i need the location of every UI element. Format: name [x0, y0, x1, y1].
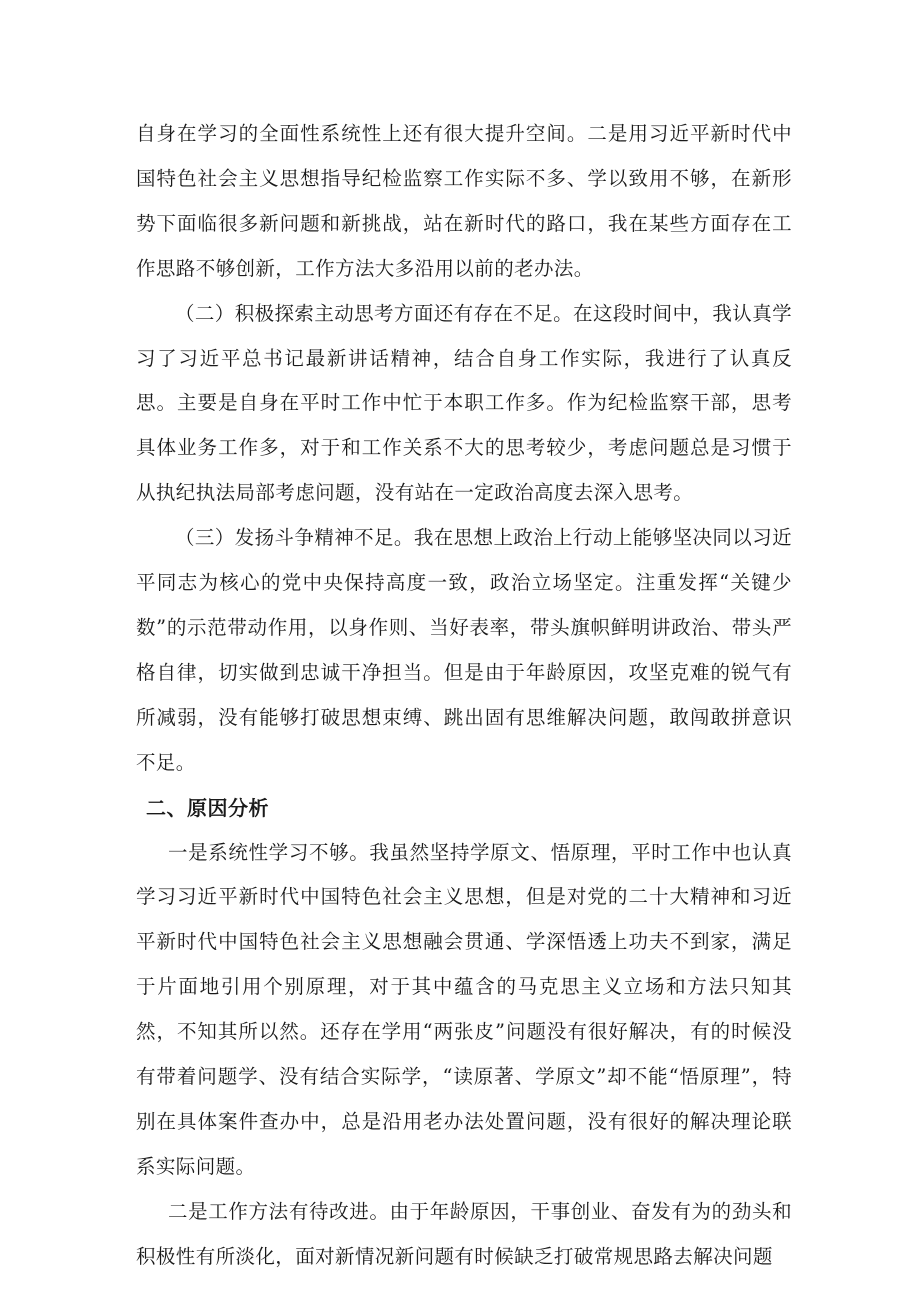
document-body: [136, 112, 792, 1280]
paragraph-cause-one: 一是系统性学习不够。我虽然坚持学原文、悟原理，平时工作中也认真学习习近平新时代中国特色社会主义思想，但是对党的二十大精神和习近平新时代中国特色社会主义思想融会贯通、学深悟透上功夫不到家，满足于片面地引用个别原理，对于其中蕴含的马克思主义立场和方法只知其然，不知其所以然。还存在学用“两张皮”问题没有很好解决，有的时候没有带着问题学、没有结合实际学，“读原著、学原文”却不能“悟原理”，特别在具体案件查办中，总是沿用老办法处置问题，没有很好的解决理论联系实际问题。: [136, 840, 792, 1178]
section-heading-cause-analysis: 二、原因分析: [146, 795, 269, 820]
paragraph-point-two: （二）积极探索主动思考方面还有存在不足。在这段时间中，我认真学习了习近平总书记最新讲话精神，结合自身工作实际，我进行了认真反思。主要是自身在平时工作中忙于本职工作多。作为纪检监察干部，思考具体业务工作多，对于和工作关系不大的思考较少，考虑问题总是习惯于从执纪执法局部考虑问题，没有站在一定政治高度去深入思考。: [136, 301, 792, 505]
paragraph-cause-two: 二是工作方法有待改进。由于年龄原因，干事创业、奋发有为的劲头和积极性有所淡化，面对新情况新问题有时候缺乏打破常规思路去解决问题: [136, 1199, 792, 1268]
paragraph-continuation: 自身在学习的全面性系统性上还有很大提升空间。二是用习近平新时代中国特色社会主义思想指导纪检监察工作实际不多、学以致用不够，在新形势下面临很多新问题和新挑战，站在新时代的路口，我在某些方面存在工作思路不够创新，工作方法大多沿用以前的老办法。: [136, 122, 792, 280]
paragraph-point-three: （三）发扬斗争精神不足。我在思想上政治上行动上能够坚决同以习近平同志为核心的党中央保持高度一致，政治立场坚定。注重发挥“关键少数”的示范带动作用，以身作则、当好表率，带头旗帜鲜明讲政治、带头严格自律，切实做到忠诚干净担当。但是由于年龄原因，攻坚克难的锐气有所减弱，没有能够打破思想束缚、跳出固有思维解决问题，敢闯敢拼意识不足。: [136, 526, 792, 774]
